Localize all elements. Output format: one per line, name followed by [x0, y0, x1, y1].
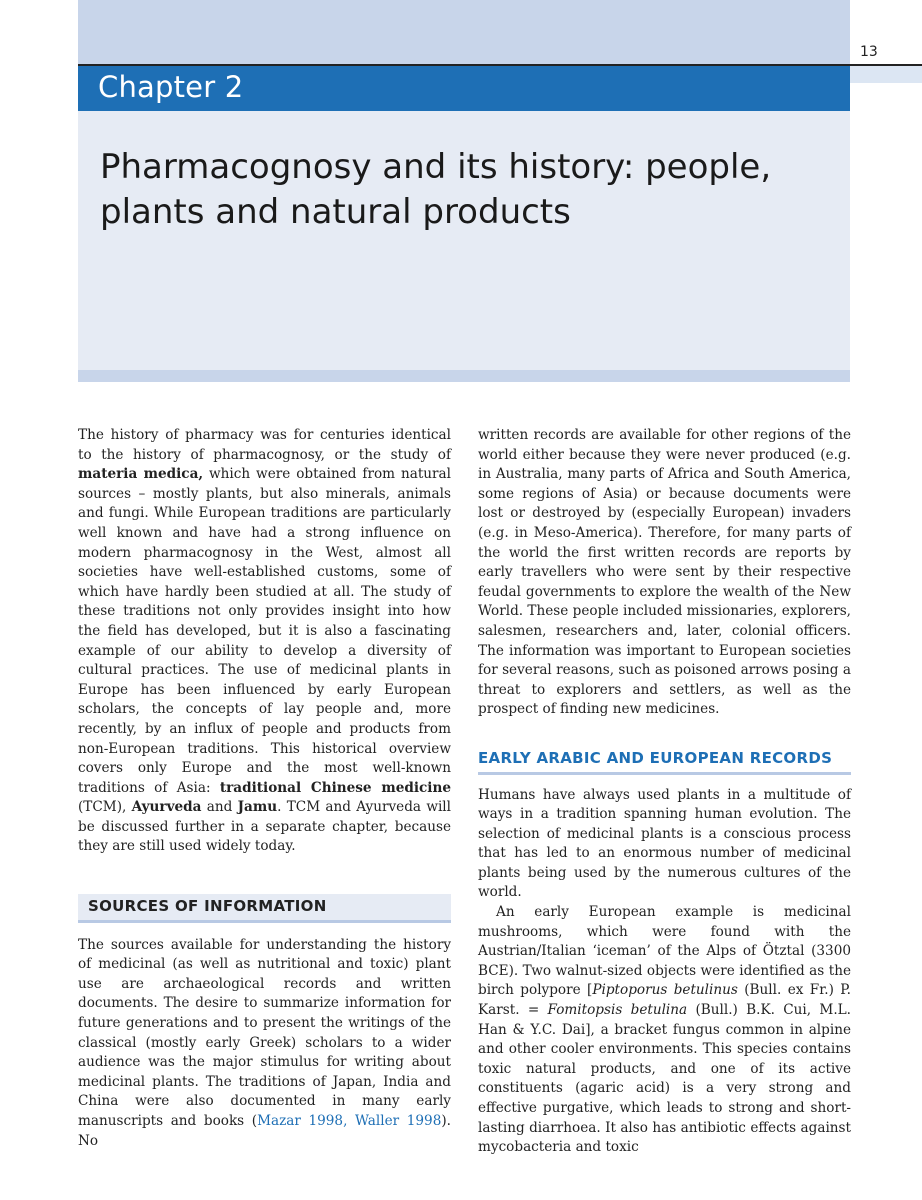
section-heading-sources: SOURCES OF INFORMATION: [78, 894, 451, 923]
intro-paragraph: The history of pharmacy was for centuries identical to the history of pharmacognosy, or the study of materia medica, which were obtained from natural sources – mostly plants, but also minerals, animals and fungi. While European traditions are particularly well known and have had a strong influence on modern pharmacognosy in the West, almost all societies have well-established customs, some of which have hardly been studied at all. The study of these traditions not only provides insight into how the field has developed, but it is also a fascinating example of our ability to develop a diversity of cultural practices. The use of medicinal plants in Europe has been influenced by early European scholars, the concepts of lay people and, more recently, by an influx of people and products from non-European traditions. This historical overview covers only Europe and the most well-known traditions of Asia: traditional Chinese medicine (TCM), Ayurveda and Jamu. TCM and Ayurveda will be discussed further in a separate chapter, because they are still used widely today.: [78, 427, 451, 855]
page-number: 13: [860, 44, 878, 60]
sources-paragraph: The sources available for understanding the history of medicinal (as well as nutritional and toxic) plant use are archaeological records and written documents. The desire to summarize information for future generations and to present the writings of the classical (mostly early Greek) scholars to a wider audience was the major stimulus for writing about medicinal plants. The traditions of Japan, India and China were also documented in many early manuscripts and books (Mazar 1998, Waller 1998). No: [78, 936, 451, 1149]
chapter-label: Chapter 2: [98, 70, 244, 104]
header-band: [78, 0, 850, 65]
continuation-paragraph: written records are available for other regions of the world either because they were never produced (e.g. in Australia, many parts of Africa and South America, some regions of Asia) or because documents were lost or destroyed by (especially European) invaders (e.g. in Meso-America). Therefore, for many parts of the world the first written records are reports by early travellers who were sent by their respective feudal governments to explore the wealth of the New World. These people included missionaries, explorers, salesmen, researchers and, later, colonial officers. The information was important to European societies for several reasons, such as poisoned arrows posing a threat to explorers and settlers, as well as the prospect of finding new medicines.: [478, 427, 851, 718]
left-column: [78, 426, 451, 1151]
title-panel: [78, 111, 850, 370]
right-column: [478, 426, 851, 1158]
side-band: [850, 65, 922, 83]
title-panel-bottom: [78, 370, 850, 382]
arabic-paragraph-1: Humans have always used plants in a multitude of ways in a tradition spanning human evolution. The selection of medicinal plants is a conscious process that has led to an enormous number of medicinal plants being used by the numerous cultures of the world.: [478, 786, 851, 901]
section-heading-arabic-european: EARLY ARABIC AND EUROPEAN RECORDS: [478, 746, 851, 775]
chapter-bar: [78, 66, 850, 111]
reference-link[interactable]: Mazar 1998, Waller 1998: [257, 1113, 442, 1129]
arabic-paragraph-2: An early European example is medicinal mushrooms, which were found with the Austrian/Italian ‘iceman’ of the Alps of Ötztal (3300 BCE). Two walnut-sized objects were identified as the birch polypore [Piptoporus betulinus (Bull. ex Fr.) P. Karst. = Fomitopsis betulina (Bull.) B.K. Cui, M.L. Han & Y.C. Dai], a bracket fungus common in alpine and other cooler environments. This species contains toxic natural products, and one of its active constituents (agaric acid) is a very strong and effective purgative, which leads to strong and short-lasting diarrhoea. It also has antibiotic effects against mycobacteria and toxic: [478, 904, 851, 1156]
chapter-title: Pharmacognosy and its history: people, plants and natural products: [100, 147, 772, 232]
